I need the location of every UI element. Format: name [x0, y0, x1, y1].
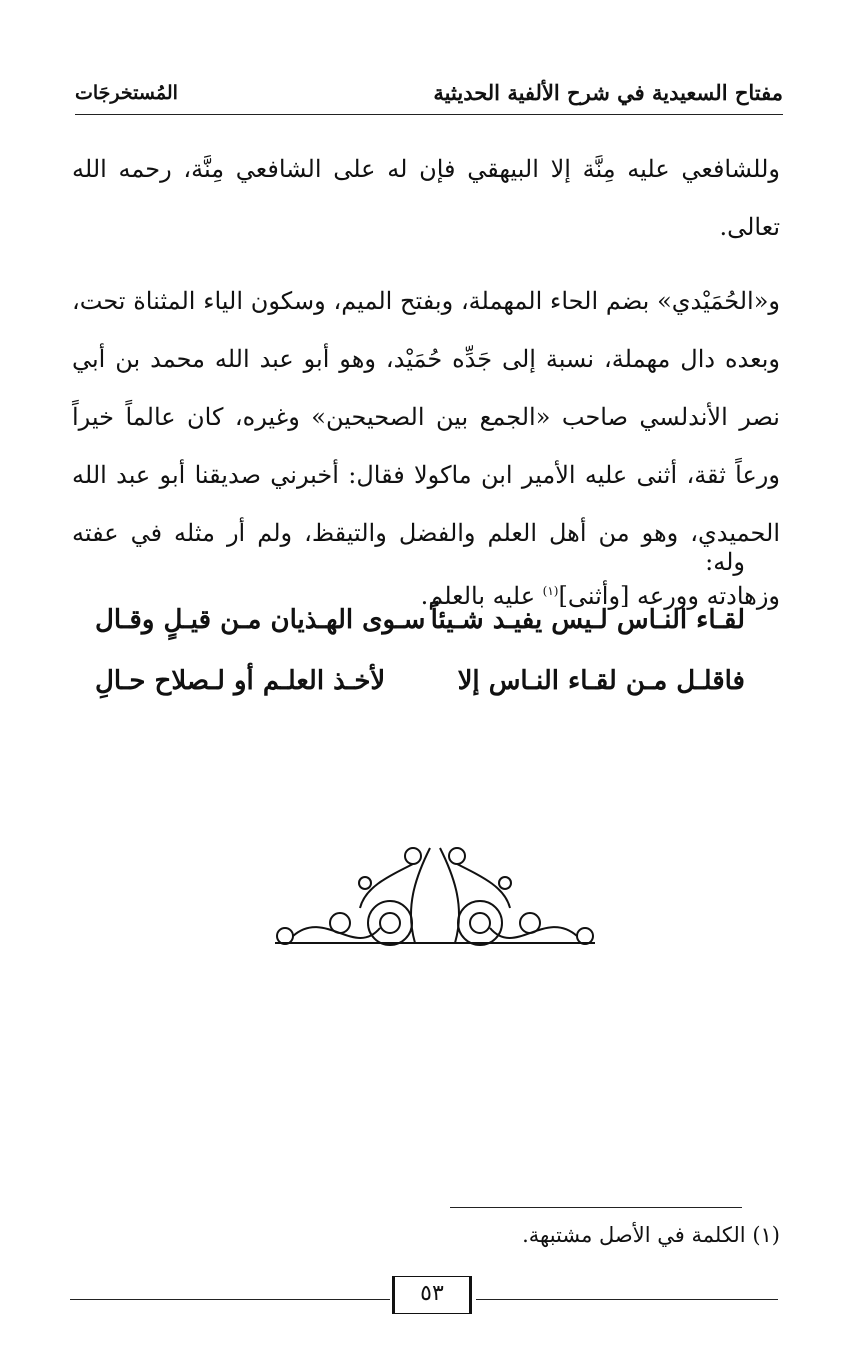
- footer-rule-right: [476, 1299, 778, 1300]
- section-title: المُستخرجَات: [75, 82, 184, 104]
- running-header: [75, 80, 783, 115]
- paragraph-2-tail: عليه بالعلم.: [420, 582, 543, 610]
- poem-intro: وله:: [705, 548, 745, 576]
- footnote: (١) الكلمة في الأصل مشتبهة.: [522, 1223, 780, 1247]
- poem-verse-1: [95, 605, 745, 655]
- paragraph-2: [72, 272, 780, 625]
- footnote-separator: [450, 1207, 742, 1208]
- page-number: ٥٣: [392, 1276, 472, 1314]
- paragraph-1: وللشافعي عليه مِنَّة إلا البيهقي فإن له على الشافعي مِنَّة، رحمه الله تعالى.: [72, 155, 780, 241]
- verse-1-first-hemistich: لقـاء النـاس لـيس يفيـد شـيئاً: [430, 605, 745, 635]
- book-title: مفتاح السعيدية في شرح الألفية الحديثية: [427, 80, 783, 105]
- footnote-reference[interactable]: (١): [542, 584, 559, 598]
- floral-ornament-icon: [265, 838, 605, 968]
- main-text: [72, 140, 780, 625]
- verse-2-second-hemistich: لأخـذ العلـم أو لـصلاح حـالِ: [95, 666, 386, 696]
- verse-1-second-hemistich: سـوى الهـذيان مـن قيـلٍ وقـال: [95, 605, 426, 635]
- footer-rule-left: [70, 1299, 390, 1300]
- paragraph-2-text: و«الحُمَيْدي» بضم الحاء المهملة، وبفتح الميم، وسكون الياء المثناة تحت، وبعده دال مهملة، نسبة إلى جَدِّه حُمَيْد، وهو أبو عبد الله محمد بن أبي نصر الأندلسي صاحب «الجمع بين الصحيحين» وغيره، كان عالماً خيراً ورعاً ثقة، أثنى عليه الأمير ابن ماكولا فقال: أخبرني صديقنا أبو عبد الله الحميدي، وهو من أهل العلم والفضل والتيقظ، ولم أر مثله في عفته وزهادته وورعه [وأثنى]: [72, 287, 780, 610]
- verse-2-first-hemistich: فاقلـل مـن لقـاء النـاس إلا: [457, 666, 745, 696]
- poem-verse-2: [95, 666, 745, 716]
